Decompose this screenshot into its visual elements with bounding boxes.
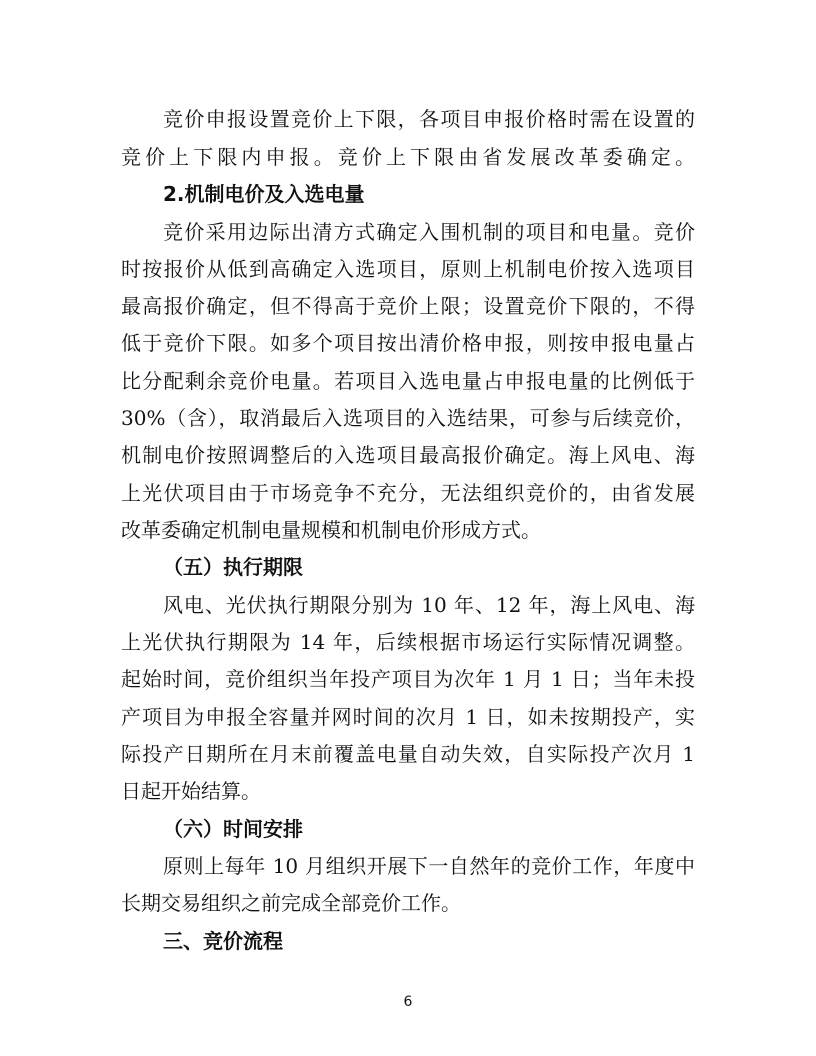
paragraph-line: 时按报价从低到高确定入选项目，原则上机制电价按入选项目 [121,257,695,281]
paragraph-line: 30%（含），取消最后入选项目的入选结果，可参与后续竞价， [121,406,695,430]
paragraph-line: 竞价采用边际出清方式确定入围机制的项目和电量。竞价 [163,220,695,244]
paragraph-line: 竞价申报设置竞价上下限，各项目申报价格时需在设置的 [163,107,695,131]
paragraph-line: 改革委确定机制电量规模和机制电价形成方式。 [121,518,541,542]
paragraph-line: 最高报价确定，但不得高于竞价上限；设置竞价下限的，不得 [121,294,695,318]
paragraph-line: 产项目为申报全容量并网时间的次月 1 日，如未按期投产，实 [121,705,695,729]
section-heading: 2.机制电价及入选电量 [163,182,365,206]
section-heading: （五）执行期限 [163,555,303,579]
paragraph-line: 际投产日期所在月末前覆盖电量自动失效，自实际投产次月 1 [121,742,695,766]
paragraph-line: 竞价上下限内申报。竞价上下限由省发展改革委确定。 [121,145,695,169]
paragraph-line: 上光伏执行期限为 14 年，后续根据市场运行实际情况调整。 [121,630,695,654]
page-number: 6 [403,994,413,1010]
paragraph-line: 上光伏项目由于市场竞争不充分，无法组织竞价的，由省发展 [121,481,695,505]
section-heading: （六）时间安排 [163,817,303,841]
paragraph-line: 机制电价按照调整后的入选项目最高报价确定。海上风电、海 [121,443,695,467]
paragraph-line: 比分配剩余竞价电量。若项目入选电量占申报电量的比例低于 [121,369,695,393]
paragraph-line: 日起开始结算。 [121,779,261,803]
section-heading: 三、竞价流程 [163,929,283,953]
paragraph-line: 风电、光伏执行期限分别为 10 年、12 年，海上风电、海 [163,593,695,617]
paragraph-line: 低于竞价下限。如多个项目按出清价格申报，则按申报电量占 [121,331,695,355]
paragraph-line: 长期交易组织之前完成全部竞价工作。 [121,891,461,915]
paragraph-line: 原则上每年 10 月组织开展下一自然年的竞价工作，年度中 [163,854,695,878]
paragraph-line: 起始时间，竞价组织当年投产项目为次年 1 月 1 日；当年未投 [121,667,695,691]
